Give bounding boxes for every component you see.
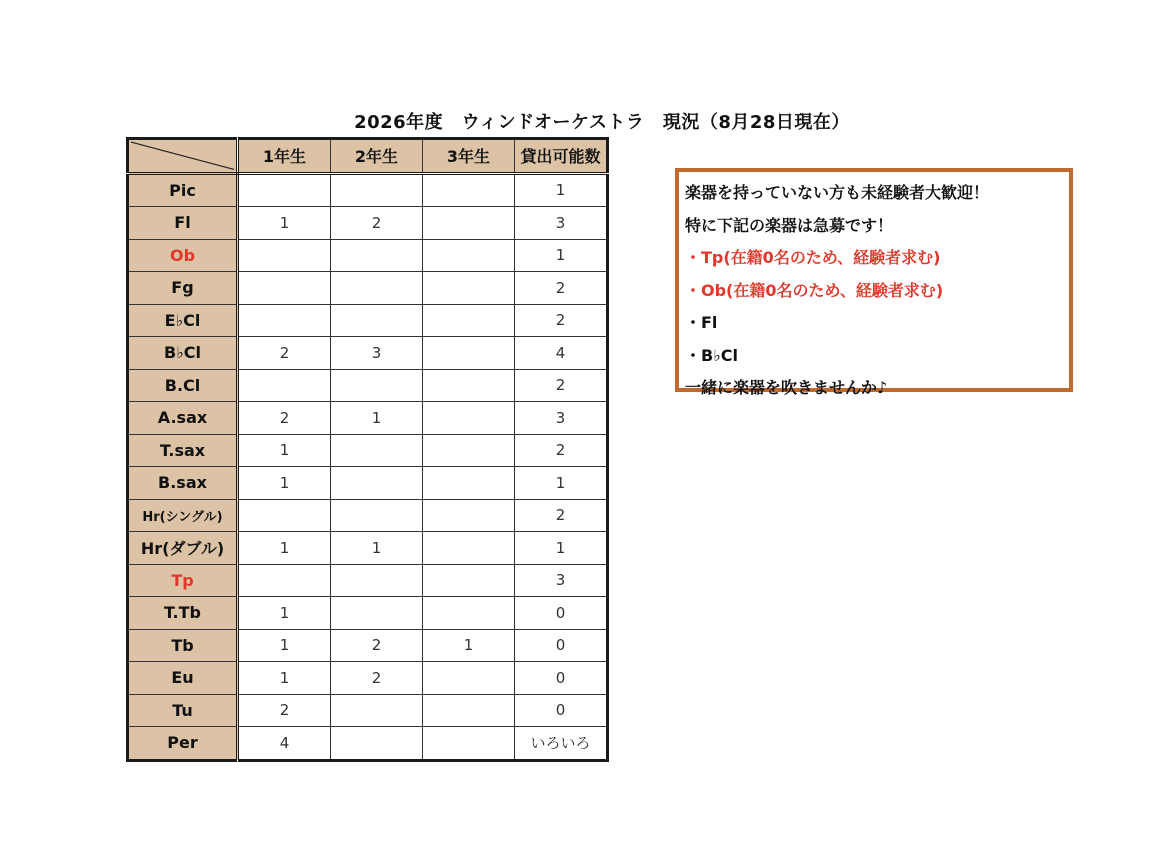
member-count-cell-y2 [331, 434, 423, 467]
notice-line: ・Fl [685, 313, 718, 332]
column-header-year3: 3年生 [423, 139, 515, 174]
table-row [128, 402, 608, 435]
member-count-cell-y2 [331, 239, 423, 272]
member-count-cell-y2: 2 [331, 662, 423, 695]
member-count-cell-y2 [331, 304, 423, 337]
member-count-cell-y2 [331, 727, 423, 761]
table-row [128, 207, 608, 240]
member-count-cell-y2: 1 [331, 532, 423, 565]
table-row [128, 564, 608, 597]
member-count-cell-y2: 2 [331, 207, 423, 240]
member-count-cell-y2 [331, 369, 423, 402]
member-count-cell-y3 [423, 173, 515, 207]
table-row [128, 337, 608, 370]
member-count-cell-y3 [423, 337, 515, 370]
member-count-cell-y3 [423, 304, 515, 337]
table-row [128, 597, 608, 630]
instrument-name: Per [128, 727, 238, 761]
member-count-cell-y1: 1 [238, 207, 331, 240]
member-count-cell-y3 [423, 564, 515, 597]
member-count-cell-y3: 1 [423, 629, 515, 662]
table-row [128, 239, 608, 272]
instrument-name: Hr(ダブル) [128, 532, 238, 565]
member-count-cell-y1 [238, 239, 331, 272]
available-count-cell: 2 [515, 434, 608, 467]
member-count-cell-y1 [238, 369, 331, 402]
member-count-cell-y1: 2 [238, 337, 331, 370]
available-count-cell: 0 [515, 597, 608, 630]
table-row [128, 629, 608, 662]
instrument-name: Fg [128, 272, 238, 305]
member-count-cell-y2: 3 [331, 337, 423, 370]
available-count-cell: 3 [515, 402, 608, 435]
recruitment-notice [675, 168, 1073, 397]
diagonal-line-icon [129, 140, 236, 172]
notice-line: 特に下記の楽器は急募です！ [685, 215, 894, 235]
member-count-cell-y1 [238, 304, 331, 337]
table-row [128, 467, 608, 500]
table-row [128, 532, 608, 565]
table-row [128, 304, 608, 337]
table-row [128, 173, 608, 207]
member-count-cell-y3 [423, 239, 515, 272]
member-count-cell-y2 [331, 694, 423, 727]
notice-line: 一緒に楽器を吹きませんか♪ [685, 378, 888, 397]
instrument-name: E♭Cl [128, 304, 238, 337]
available-count-cell: 2 [515, 304, 608, 337]
table-header-row [128, 139, 608, 174]
member-count-cell-y1: 1 [238, 532, 331, 565]
page-title: 2026年度 ウィンドオーケストラ 現況（8月28日現在） [354, 112, 850, 133]
available-count-cell: 1 [515, 239, 608, 272]
instrument-name: T.sax [128, 434, 238, 467]
available-count-cell: 1 [515, 173, 608, 207]
available-count-cell: 0 [515, 662, 608, 695]
member-count-cell-y2 [331, 597, 423, 630]
member-count-cell-y2 [331, 272, 423, 305]
table-row [128, 694, 608, 727]
table-row [128, 434, 608, 467]
roster-table [126, 137, 609, 762]
available-count-cell: 3 [515, 564, 608, 597]
column-header-year1: 1年生 [238, 139, 331, 174]
instrument-name: T.Tb [128, 597, 238, 630]
member-count-cell-y3 [423, 272, 515, 305]
member-count-cell-y3 [423, 467, 515, 500]
column-header-year2: 2年生 [331, 139, 423, 174]
table-row [128, 727, 608, 761]
instrument-name: Fl [128, 207, 238, 240]
member-count-cell-y2: 1 [331, 402, 423, 435]
available-count-cell: 1 [515, 467, 608, 500]
available-count-cell: 3 [515, 207, 608, 240]
corner-cell [128, 139, 238, 174]
member-count-cell-y1: 1 [238, 467, 331, 500]
instrument-name: Eu [128, 662, 238, 695]
member-count-cell-y3 [423, 402, 515, 435]
available-count-cell: 2 [515, 369, 608, 402]
member-count-cell-y2 [331, 499, 423, 532]
available-count-cell: 0 [515, 629, 608, 662]
member-count-cell-y1 [238, 564, 331, 597]
available-count-cell: 0 [515, 694, 608, 727]
instrument-name: B♭Cl [128, 337, 238, 370]
roster-body [128, 173, 608, 760]
instrument-name: Tb [128, 629, 238, 662]
member-count-cell-y1: 4 [238, 727, 331, 761]
instrument-name: B.sax [128, 467, 238, 500]
member-count-cell-y3 [423, 499, 515, 532]
instrument-name: Ob [128, 239, 238, 272]
available-count-cell: 2 [515, 272, 608, 305]
member-count-cell-y1: 1 [238, 629, 331, 662]
available-count-cell: いろいろ [515, 727, 608, 761]
table-row [128, 272, 608, 305]
member-count-cell-y3 [423, 727, 515, 761]
member-count-cell-y3 [423, 662, 515, 695]
notice-line: ・Tp(在籍0名のため、経験者求む) [685, 248, 941, 267]
instrument-name: A.sax [128, 402, 238, 435]
member-count-cell-y1: 2 [238, 402, 331, 435]
member-count-cell-y1: 2 [238, 694, 331, 727]
column-header-available: 貸出可能数 [515, 139, 608, 174]
member-count-cell-y2 [331, 467, 423, 500]
member-count-cell-y1: 1 [238, 597, 331, 630]
member-count-cell-y3 [423, 369, 515, 402]
member-count-cell-y3 [423, 694, 515, 727]
available-count-cell: 1 [515, 532, 608, 565]
member-count-cell-y3 [423, 532, 515, 565]
instrument-name: Tu [128, 694, 238, 727]
member-count-cell-y3 [423, 434, 515, 467]
member-count-cell-y3 [423, 207, 515, 240]
instrument-name: B.Cl [128, 369, 238, 402]
member-count-cell-y1 [238, 173, 331, 207]
instrument-name: Hr(シングル) [128, 499, 238, 532]
member-count-cell-y1 [238, 272, 331, 305]
notice-line: 楽器を持っていない方も未経験者大歓迎！ [685, 183, 990, 202]
available-count-cell: 2 [515, 499, 608, 532]
table-row [128, 499, 608, 532]
member-count-cell-y1: 1 [238, 662, 331, 695]
table-row [128, 369, 608, 402]
member-count-cell-y2: 2 [331, 629, 423, 662]
member-count-cell-y2 [331, 564, 423, 597]
member-count-cell-y3 [423, 597, 515, 630]
member-count-cell-y1 [238, 499, 331, 532]
member-count-cell-y1: 1 [238, 434, 331, 467]
table-row [128, 662, 608, 695]
notice-line: ・Ob(在籍0名のため、経験者求む) [685, 280, 944, 300]
instrument-name: Pic [128, 173, 238, 207]
notice-line: ・B♭Cl [685, 345, 738, 365]
instrument-name: Tp [128, 564, 238, 597]
available-count-cell: 4 [515, 337, 608, 370]
member-count-cell-y2 [331, 173, 423, 207]
